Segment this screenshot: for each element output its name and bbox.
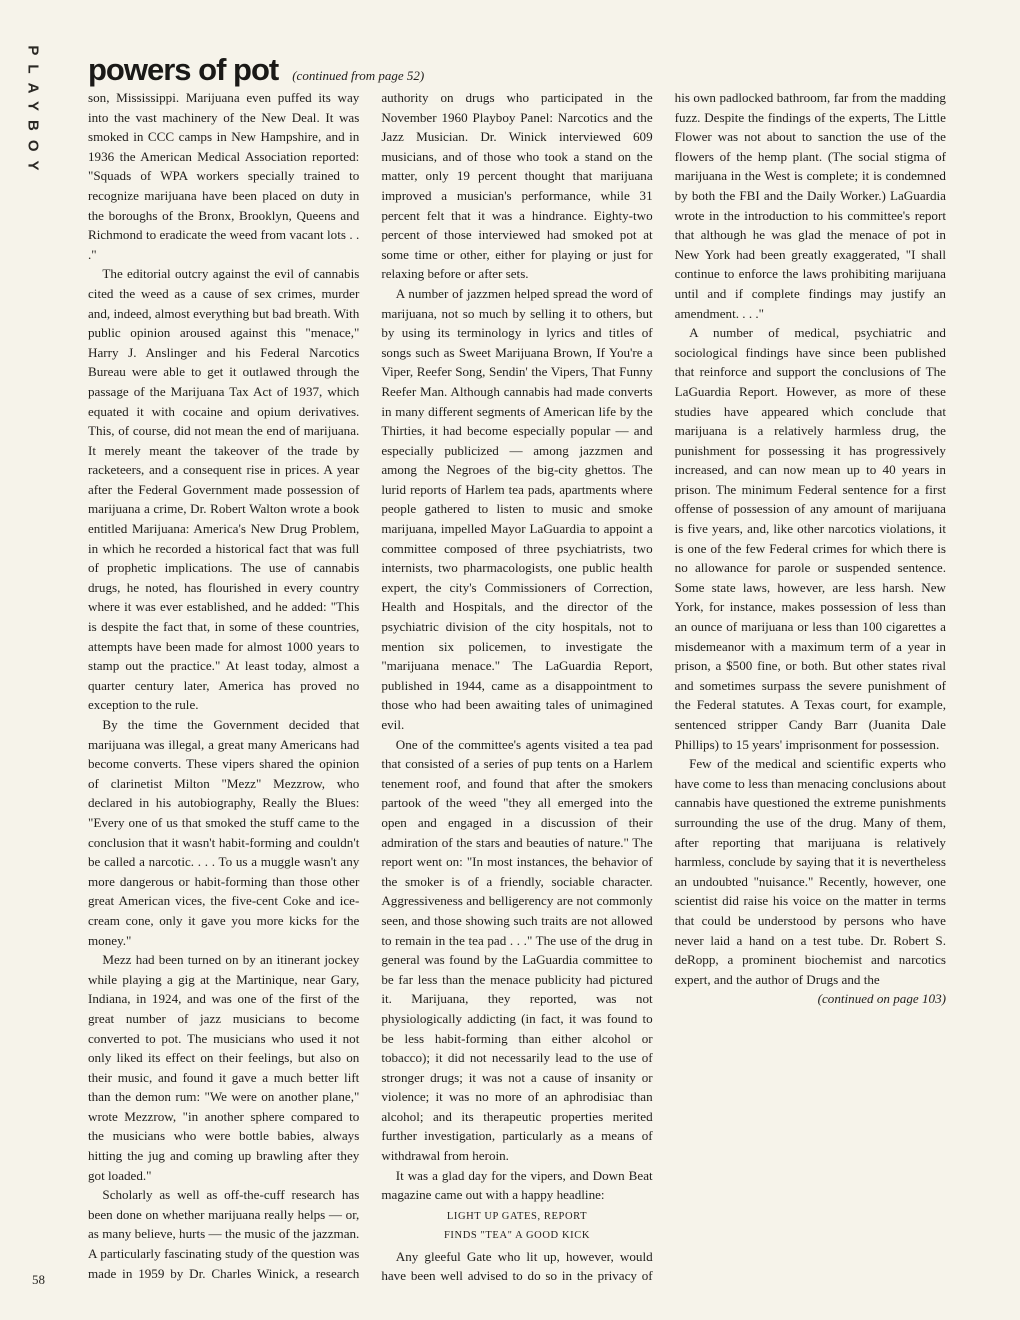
article-title: powers of pot — [88, 52, 279, 87]
paragraph: A number of medical, psychiatric and sociological findings have since been published that reinforce and support the conclusions of The LaGuardia Report. However, as more of these studies have appeared which conclude that marijuana is a relatively harmless drug, the punishment for possessing it has progressively increased, and can now mean up to 40 years in prison. The minimum Federal sentence for a first offense of possession of any amount of marijuana is five years, and, like other narcotics violations, it is one of the few Federal crimes for which there is no allowance for parole or suspended sentence. Some state laws, however, are less harsh. New York, for instance, makes possession of less than an ounce of marijuana or less than 100 cigarettes a misdemeanor with a maximum term of a year in prison, a $500 fine, or both. But other states rival and sometimes surpass the severe punishment of the Federal statutes. A Texas court, for example, sentenced stripper Candy Barr (Juanita Dale Phillips) to 15 years' imprisonment for possession. — [674, 325, 946, 752]
article-body — [88, 88, 946, 1288]
quoted-headline-line-2: FINDS "TEA" A GOOD KICK — [443, 1229, 591, 1241]
paragraph: Few of the medical and scientific experts who have come to less than menacing conclusions about cannabis have questioned the extreme punishments surrounding the use of the drug. Many of them, after reporting that marijuana is relatively harmless, conclude by saying that it is nevertheless an undoubted "nuisance." Recently, however, one scientist did raise his voice on the matter in terms that could be understood by persons who have never laid a hand on a test tube. Dr. Robert S. deRopp, a prominent biochemist and narcotics expert, and the author of Drugs and the — [674, 756, 946, 987]
continued-from-note: (continued from page 52) — [292, 68, 425, 83]
paragraph: By the time the Government decided that marijuana was illegal, a great many Americans had become converts. These vipers shared the opinion of clarinetist Milton "Mezz" Mezzrow, who declared in his autobiography, Really the Blues: "Every one of us that smoked the stuff came to the conclusion that it wasn't habit-forming and couldn't be called a narcotic. . . . To us a muggle wasn't any more dangerous or habit-forming than those other great American vices, the five-cent Coke and ice-cream cone, only it gave you more kicks for the money." — [88, 717, 360, 948]
paragraph: The editorial outcry against the evil of cannabis cited the weed as a cause of sex crimes, murder and, indeed, almost everything but bad breath. With public opinion aroused against this "menace," Harry J. Anslinger and his Federal Narcotics Bureau were able to get it outlawed through the passage of the Marijuana Tax Act of 1937, which equated it with cocaine and opium derivatives. This, of course, did not mean the end of marijuana. It merely meant the takeover of the trade by racketeers, and a consequent rise in prices. A year after the Federal Government made possession of marijuana a crime, Dr. Robert Walton wrote a book entitled Marijuana: America's New Drug Problem, in which he recorded a historical fact that was full of prophetic implications. The use of cannabis drugs, he noted, has flourished in every country where it was ever established, and he added: "This is despite the fact that, in some of these countries, attempts have been made for almost 1000 years to stamp out the practice." At least today, almost a quarter century later, America has proved no exception to the rule. — [88, 266, 360, 713]
paragraph: A number of jazzmen helped spread the word of marijuana, not so much by selling it to others, but by using its terminology in lyrics and titles of songs such as Sweet Marijuana Brown, If You're a Viper, Reefer Song, Sendin' the Vipers, That Funny Reefer Man. Although cannabis had made converts in many different segments of American life by the Thirties, it had become especially popular — and especially publicized — among jazzmen and among the Negroes of the big-city ghettos. The lurid reports of Harlem tea pads, apartments where people gathered to listen to music and smoke marijuana, impelled Mayor LaGuardia to appoint a committee composed of three psychiatrists, two internists, two pharmacologists, one public health expert, the city's Commissioners of Correction, Health and Hospitals, and the director of the psychiatric division of the city hospitals, not to mention six policemen, to investigate the "marijuana menace." The LaGuardia Report, published in 1944, came as a disappointment to those who had been awaiting tales of unimagined evil. — [381, 285, 653, 732]
quoted-headline-line-1: LIGHT UP GATES, REPORT — [446, 1210, 588, 1222]
magazine-brand-text: PLAYBOY — [24, 44, 42, 180]
page-number: 58 — [32, 1272, 45, 1287]
paragraph: Any gleeful Gate who lit up, however, would have been well advised to do so in the privacy of his own padlocked bathroom, far from the madding fuzz. Despite the findings of the experts, The Little Flower was not about to sanction the use of the flowers of the hemp plant. (The social stigma of marijuana in the West is complete; it is condemned by both the FBI and the Daily Worker.) LaGuardia wrote in the introduction to his committee's report that although he was glad the menace of pot in New York had been greatly exaggerated, "I shall continue to enforce the laws prohibiting marijuana until and if complete findings may justify an amendment. . . ." — [381, 90, 946, 1284]
continued-on-note: (continued on page 103) — [817, 991, 946, 1007]
paragraph: Scholarly as well as off-the-cuff research has been done on whether marijuana really helps — or, as many believe, hurts — the music of the jazzman. A particularly fascinating study of the question was made in 1959 by Dr. Charles Winick, a research authority on drugs who participated in the November 1960 Playboy Panel: Narcotics and the Jazz Musician. Dr. Winick interviewed 609 musicians, and of those who took a stand on the matter, only 19 percent thought that marijuana improved a musician's performance, while 31 percent felt that it was a hindrance. Eighty-two percent of those interviewed had smoked pot at some time or other, either for playing or just for relaxing before or after sets. — [88, 90, 653, 1281]
paragraph: It was a glad day for the vipers, and Down Beat magazine came out with a happy headline: — [381, 1167, 653, 1203]
magazine-brand-vertical — [22, 42, 44, 182]
paragraph: Mezz had been turned on by an itinerant jockey while playing a gig at the Martinique, near Gary, Indiana, in 1924, and was one of the first of the great number of jazz musicians to become converted to pot. The musicians who used it not only liked its effect on their feelings, but also on their music, and found it gave a much better lift than the demon rum: "We were on another plane," wrote Mezzrow, "in another sphere compared to the musicians who were bottle babies, always hitting the jug and coming up brawling after they got loaded." — [88, 952, 360, 1183]
article-header — [88, 52, 424, 88]
paragraph: One of the committee's agents visited a tea pad that consisted of a series of pup tents on a Harlem tenement roof, and found that after the smokers partook of the weed "they all emerged into the open and engaged in a discussion of their admiration of the stars and beauties of nature." The report went on: "In most instances, the behavior of the smoker is of a friendly, sociable character. Aggressiveness and belligerency are not commonly seen, and those showing such traits are not allowed to remain in the tea pad . . ." The use of the drug in general was found by the LaGuardia committee to be far less than the menace publicity had pictured it. Marijuana, they reported, was not physiologically addicting (in fact, it was found to be less habit-forming than either alcohol or tobacco); it did not necessarily lead to the use of stronger drugs; it was not a cause of insanity or violence; it was no more of an aphrodisiac than alcohol; and its therapeutic properties merited further investigation, particularly as a means of withdrawal from heroin. — [381, 736, 653, 1164]
paragraph: son, Mississippi. Marijuana even puffed its way into the vast machinery of the New Deal. It was smoked in CCC camps in New Hampshire, and in 1936 the American Medical Association reported: "Squads of WPA workers specially trained to recognize marijuana have been placed on duty in the boroughs of the Bronx, Brooklyn, Queens and Richmond to eradicate the weed from vacant lots . . ." — [88, 90, 360, 262]
